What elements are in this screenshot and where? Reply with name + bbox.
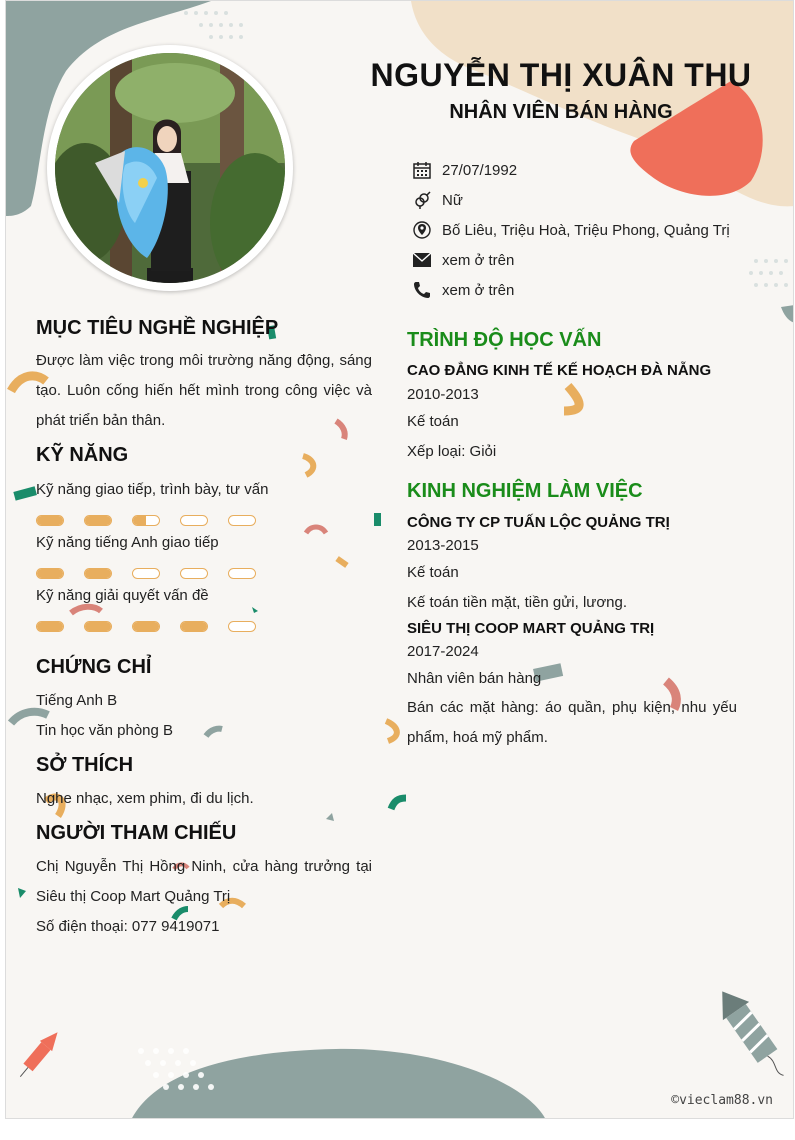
certificates-heading: CHỨNG CHỈ — [36, 656, 152, 678]
contact-phone — [411, 279, 514, 301]
skill-label: Kỹ năng giao tiếp, trình bày, tư vấn — [36, 481, 269, 498]
candidate-name: NGUYỄN THỊ XUÂN THU — [370, 57, 752, 93]
skill-pill — [228, 568, 256, 579]
mail-icon — [411, 249, 433, 271]
job-position: Nhân viên bán hàng — [407, 670, 542, 687]
objective-heading: MỤC TIÊU NGHỀ NGHIỆP — [36, 317, 279, 339]
contact-address-text: Bố Liêu, Triệu Hoà, Triệu Phong, Quảng Trị — [442, 221, 730, 239]
contact-phone-text: xem ở trên — [442, 281, 515, 299]
contact-gender-text: Nữ — [442, 191, 463, 209]
skill-pill — [84, 568, 112, 579]
skill-pill — [228, 621, 256, 632]
skill-pill — [228, 515, 256, 526]
education-school: CAO ĐẲNG KINH TẾ KẾ HOẠCH ĐÀ NẴNG — [407, 362, 712, 379]
skill-pill — [36, 568, 64, 579]
contact-address — [411, 219, 730, 241]
skill-pill — [36, 515, 64, 526]
job-company: SIÊU THỊ COOP MART QUẢNG TRỊ — [407, 620, 655, 637]
skill-pill — [180, 515, 208, 526]
job-description: Bán các mặt hàng: áo quần, phụ kiện, nhu yếu phẩm, hoá mỹ phẩm. — [407, 699, 737, 746]
job-position: Kế toán — [407, 564, 459, 581]
skill-pill — [36, 621, 64, 632]
profile-photo-image — [55, 53, 285, 283]
skill-label: Kỹ năng giải quyết vấn đề — [36, 587, 209, 604]
hobbies-text: Nghe nhạc, xem phim, đi du lịch. — [36, 790, 254, 807]
phone-icon — [411, 279, 433, 301]
objective-text: Được làm việc trong môi trường năng động, sáng tạo. Luôn cống hiến hết mình trong công việc và phát triển bản thân. — [36, 352, 372, 429]
skill-rating — [36, 568, 256, 579]
footer-watermark: ©vieclam88.vn — [671, 1093, 773, 1108]
job-years: 2017-2024 — [407, 643, 479, 660]
education-heading: TRÌNH ĐỘ HỌC VẤN — [407, 329, 602, 351]
references-heading: NGƯỜI THAM CHIẾU — [36, 822, 237, 844]
job-years: 2013-2015 — [407, 537, 479, 554]
skill-pill — [84, 621, 112, 632]
contact-birthdate — [411, 159, 517, 181]
profile-photo — [47, 45, 293, 291]
calendar-icon — [411, 159, 433, 181]
contact-email — [411, 249, 514, 271]
job-description: Kế toán tiền mặt, tiền gửi, lương. — [407, 594, 628, 611]
skill-rating — [36, 515, 256, 526]
location-icon — [411, 219, 433, 241]
skills-heading: KỸ NĂNG — [36, 444, 129, 466]
contact-email-text: xem ở trên — [442, 251, 515, 269]
skill-pill — [132, 621, 160, 632]
skill-pill — [84, 515, 112, 526]
job-title: NHÂN VIÊN BÁN HÀNG — [449, 101, 673, 123]
hobbies-heading: SỞ THÍCH — [36, 754, 134, 776]
skill-rating — [36, 621, 256, 632]
skill-pill — [180, 621, 208, 632]
certificate-item: Tin học văn phòng B — [36, 722, 174, 739]
references-text: Chị Nguyễn Thị Hồng Ninh, cửa hàng trưởng tại Siêu thị Coop Mart Quảng Trị — [36, 858, 372, 905]
education-major: Kế toán — [407, 413, 459, 430]
education-grade: Xếp loại: Giỏi — [407, 443, 497, 460]
gender-icon — [411, 189, 433, 211]
resume-page — [5, 0, 794, 1119]
contact-gender — [411, 189, 463, 211]
education-years: 2010-2013 — [407, 386, 479, 403]
job-company: CÔNG TY CP TUẤN LỘC QUẢNG TRỊ — [407, 514, 670, 531]
contact-birthdate-text: 27/07/1992 — [442, 161, 518, 179]
experience-heading: KINH NGHIỆM LÀM VIỆC — [407, 480, 643, 502]
skill-pill — [180, 568, 208, 579]
certificate-item: Tiếng Anh B — [36, 692, 118, 709]
skill-label: Kỹ năng tiếng Anh giao tiếp — [36, 534, 219, 551]
skill-pill — [132, 568, 160, 579]
skill-pill — [132, 515, 160, 526]
references-phone: Số điện thoại: 077 9419071 — [36, 918, 220, 935]
